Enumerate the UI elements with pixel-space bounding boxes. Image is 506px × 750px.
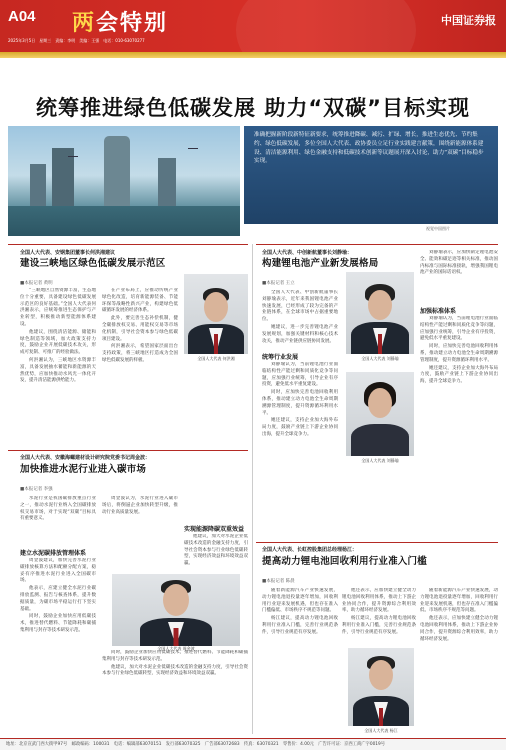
article-4-title: 提高动力锂电池回收利用行业准入门槛: [262, 556, 427, 567]
photo-caption: 全国人大代表 杨江: [364, 728, 398, 733]
article-2-subhead-1: 统筹行业发展: [262, 354, 299, 361]
paragraph: 她建议，进一步完善锂电池产业发展规划，加强关键材料和核心技术攻关，推动产业链供应链协同发展。: [262, 324, 338, 344]
bird-icon: [68, 156, 78, 160]
paragraph: 周金波建议，加快完善水泥行业碳排放核算方法和配额分配方案，稳妥有序推进水泥行业进入全国碳市场。: [20, 558, 96, 584]
article-3-byline: ■本报记者 李强: [20, 487, 53, 492]
paragraph: 刘静瑜认为，当前锂电池行业面临结构性产能过剩和同质化竞争等问题，应加强行业统筹，引导企业有序投资，避免低水平重复建设。: [262, 362, 338, 388]
article-2-column-3a: [420, 250, 498, 306]
paragraph: 杨江建议，提高动力锂电池回收利用行业准入门槛，完善行业规范条件，引导行业规范有序发展。: [342, 616, 416, 635]
article-1-column-2: [102, 288, 178, 438]
paragraph: 何洪湘认为，三峡地区水资源丰富，具备发展抽水蓄能和新能源的天然优势，应加快推动水风光一体化开发，提升清洁能源供给能力。: [20, 357, 96, 384]
article-3-subhead-1: 建立水泥碳排放管理体系: [20, 550, 87, 557]
portrait-photo: [184, 274, 248, 354]
photo-caption: 全国人大代表 周金波: [157, 646, 195, 651]
article-1-column-1: [20, 288, 96, 438]
portrait-photo: [346, 272, 414, 354]
paragraph: 全国人大代表、中创新航董事长刘静瑜表示，近年来我国锂电池产业快速发展，已经形成了较为完备的产业链体系，在全球市场中占据重要地位。: [262, 290, 338, 323]
column-divider: [252, 244, 253, 734]
article-2-column-1a: [262, 290, 338, 350]
article-3-column-3a: [184, 534, 248, 574]
newspaper-logo: 中国证券报: [441, 14, 496, 27]
paragraph: 同时，应加快完善电池回收利用体系，推动建立动力电池全生命周期溯源管理制度，提升资源循环利用水平。: [420, 344, 498, 363]
article-3-column-2a: [102, 496, 178, 568]
article-3-label: 全国人大代表、安徽海螺建材设计研究院党委书记周金波：: [20, 455, 151, 461]
portrait-photo: [346, 372, 414, 456]
lead-paragraph: 准确把握新阶段新特征新要求，统筹推进降碳、减污、扩绿、增长，推进生态优先、节约集约、绿色低碳发展，多位全国人大代表、政协委员立足行业实践建言献策，围绕新能源体系建设、清洁能源利用、绿色金融支持和低碳技术创新等议题展开深入讨论，助力“双碳”目标稳步实现。: [244, 126, 498, 224]
masthead-subline: 2025年3月5日 星期三 责编：李明 美编：王强 电话：010-63070277: [8, 38, 145, 43]
article-2-column-1b: [262, 362, 338, 522]
article-2-rule: [256, 244, 498, 245]
paragraph: 杨江建议，提高动力锂电池回收利用行业准入门槛，完善行业规范条件，引导行业规范有序发展。: [262, 616, 338, 635]
tie-shape: [378, 334, 382, 354]
edition-title-rest: 会特别: [96, 10, 169, 36]
article-1-rule: [8, 244, 248, 245]
hero-caption: 视觉中国图片: [426, 226, 450, 231]
article-4-column-3: [420, 588, 498, 732]
paragraph: 他表示，应建立健全水泥行业碳排放监测、报告与核查体系，提升数据质量，为碳市场平稳运行打下坚实基础。: [20, 586, 96, 612]
photo-caption: 全国人大代表 刘静瑜: [361, 458, 399, 463]
edition-title-highlight: 两: [72, 10, 97, 36]
hero-image: [8, 126, 240, 236]
article-3-column-1a: [20, 496, 96, 548]
article-1-label: 全国人大代表、安钢集团董事长何洪湘建议: [20, 250, 116, 256]
building-shape: [30, 164, 46, 206]
building-shape: [158, 158, 176, 206]
article-2-subhead-2: 加强标准体系: [420, 308, 457, 315]
paragraph: 她还建议，支持企业加大海外布局力度，鼓励产业链上下游企业协同出海，提升全球竞争力。: [420, 365, 498, 385]
paragraph: 何洪湘表示，希望国家层面出台支持政策，将三峡地区打造成为全国绿色低碳发展的样板。: [102, 344, 178, 363]
article-3-subhead-2: 实现能源降碳双重效益: [184, 526, 245, 533]
paragraph: 他建议，围绕清洁能源、储能和绿色制造等领域，加大政策支持力度，鼓励企业开展低碳技术攻关，形成可复制、可推广的经验做法。: [20, 329, 96, 356]
face-shape: [368, 290, 392, 320]
portrait-photo: [112, 574, 240, 646]
paragraph: 他建议，加大对水泥企业低碳技术改造的金融支持力度，引导社会资本参与行业绿色低碳转型，实现经济效益和环境效益双赢。: [184, 534, 248, 567]
tie-shape: [379, 708, 383, 726]
article-3-column-1b: [20, 558, 96, 732]
face-shape: [204, 292, 228, 322]
tie-shape: [174, 628, 179, 646]
article-1-title: 建设三峡地区绿色低碳发展示范区: [20, 258, 166, 269]
article-3-rule: [8, 450, 248, 451]
footer-info: 地址：北京宣武门西大街甲97号 邮政编码：100031 电话：编辑部63070151 发行部63070325 广告部63072683 传真：63070321 零售价：4.00元 广告许可证：京西工商广字0019号: [0, 738, 506, 750]
paragraph: 刘静瑜认为，当前锂电池行业面临结构性产能过剩和同质化竞争等问题，应加强行业统筹，引导企业有序投资，避免低水平重复建设。: [420, 316, 498, 342]
cooling-tower-shape: [104, 136, 130, 206]
bird-icon: [188, 148, 198, 152]
paragraph: 在产业布局上，应推动传统产业绿色化改造，培育新能源装备、节能环保等战略性新兴产业，构建绿色低碳循环发展的经济体系。: [102, 288, 178, 314]
water-shape: [8, 206, 240, 236]
paragraph: “三峡地区自然资源丰富，生态地位十分重要，具备建设绿色低碳发展示范区的良好基础。”全国人大代表何洪湘表示，应统筹推进生态保护与产业转型，积极推动新型能源体系建设。: [20, 288, 96, 327]
masthead-banner: [0, 0, 506, 58]
edition-title: [72, 6, 168, 37]
page-number: A04: [8, 8, 36, 25]
face-shape: [368, 388, 392, 418]
paragraph: 他还表示，应加快建立健全动力锂电池回收利用体系，推动上下游企业协同合作，提升资源综合利用效率，助力循环经济发展。: [420, 616, 498, 642]
paragraph: 同时，鼓励企业加快应用低碳技术，推进替代燃料、节能降耗和碳捕集利用与封存等技术研发示范。: [20, 614, 96, 633]
article-3-column-2b: [102, 650, 248, 732]
paragraph: 水泥行业是我国碳排放重点行业之一，推动水泥行业纳入全国碳排放权交易市场，对于实现“双碳”目标具有重要意义。: [20, 496, 96, 522]
paragraph: 随着新能源汽车产业快速发展，动力锂电池退役量逐年增加，回收利用行业迎来发展机遇，但也存在准入门槛偏低、市场秩序不规范等问题。: [262, 588, 338, 614]
paragraph: 同时，鼓励企业加快应用低碳技术，推进替代燃料、节能降耗和碳捕集利用与封存等技术研发示范。: [102, 650, 248, 662]
face-shape: [163, 584, 189, 616]
portrait-photo: [348, 648, 414, 726]
article-2-title: 构建锂电池产业新发展格局: [262, 258, 379, 269]
tie-shape: [214, 334, 218, 354]
paragraph: 随着新能源汽车产业快速发展，动力锂电池退役量逐年增加，回收利用行业迎来发展机遇，但也存在准入门槛偏低、市场秩序不规范等问题。: [420, 588, 498, 614]
paragraph: 她还建议，支持企业加大海外布局力度，鼓励产业链上下游企业协同出海，提升全球竞争力。: [262, 418, 338, 437]
paragraph: 周金波认为，水泥行业进入碳市场后，将倒逼企业加快转型升级，推动行业高质量发展。: [102, 496, 178, 515]
photo-caption: 全国人大代表 刘静瑜: [361, 356, 399, 361]
face-shape: [369, 660, 393, 690]
photo-caption: 全国人大代表 何洪湘: [197, 356, 235, 361]
paragraph: 刘静瑜表示，应加快制定锂电池安全、能效和碳足迹等相关标准，推动国内标准与国际标准接轨，增强我国锂电池产业的国际话语权。: [420, 250, 498, 276]
article-4-rule: [256, 542, 498, 543]
page-headline: 统筹推进绿色低碳发展 助力“双碳”目标实现: [36, 96, 470, 120]
article-4-byline: ■本报记者 陈晨: [262, 579, 295, 584]
article-1-byline: ■本报记者 黄明: [20, 281, 53, 286]
gold-stripe: [0, 52, 506, 58]
article-2-byline: ■本报记者 王立: [262, 281, 295, 286]
suit-shape: [351, 424, 409, 456]
article-2-column-3b: [420, 316, 498, 522]
article-4-label: 全国人大代表、长虹控股集团总经理杨江：: [262, 547, 358, 553]
paragraph: 他还表示，应加快建立健全动力锂电池回收利用体系，推动上下游企业协同合作，提升资源综合利用效率，助力循环经济发展。: [342, 588, 416, 614]
paragraph: 同时，应加快完善电池回收利用体系，推动建立动力电池全生命周期溯源管理制度，提升资源循环利用水平。: [262, 390, 338, 416]
paragraph: 此外，要完善生态补偿机制，健全碳排放权交易、用能权交易等市场化机制，引导社会资本参与绿色低碳项目建设。: [102, 316, 178, 342]
article-3-title: 加快推进水泥行业进入碳市场: [20, 464, 147, 475]
article-2-label: 全国人大代表、中创新航董事长刘静瑜：: [262, 250, 353, 256]
paragraph: 他建议，加大对水泥企业低碳技术改造的金融支持力度，引导社会资本参与行业绿色低碳转型，实现经济效益和环境效益双赢。: [102, 664, 248, 677]
article-4-column-1: [262, 588, 338, 732]
